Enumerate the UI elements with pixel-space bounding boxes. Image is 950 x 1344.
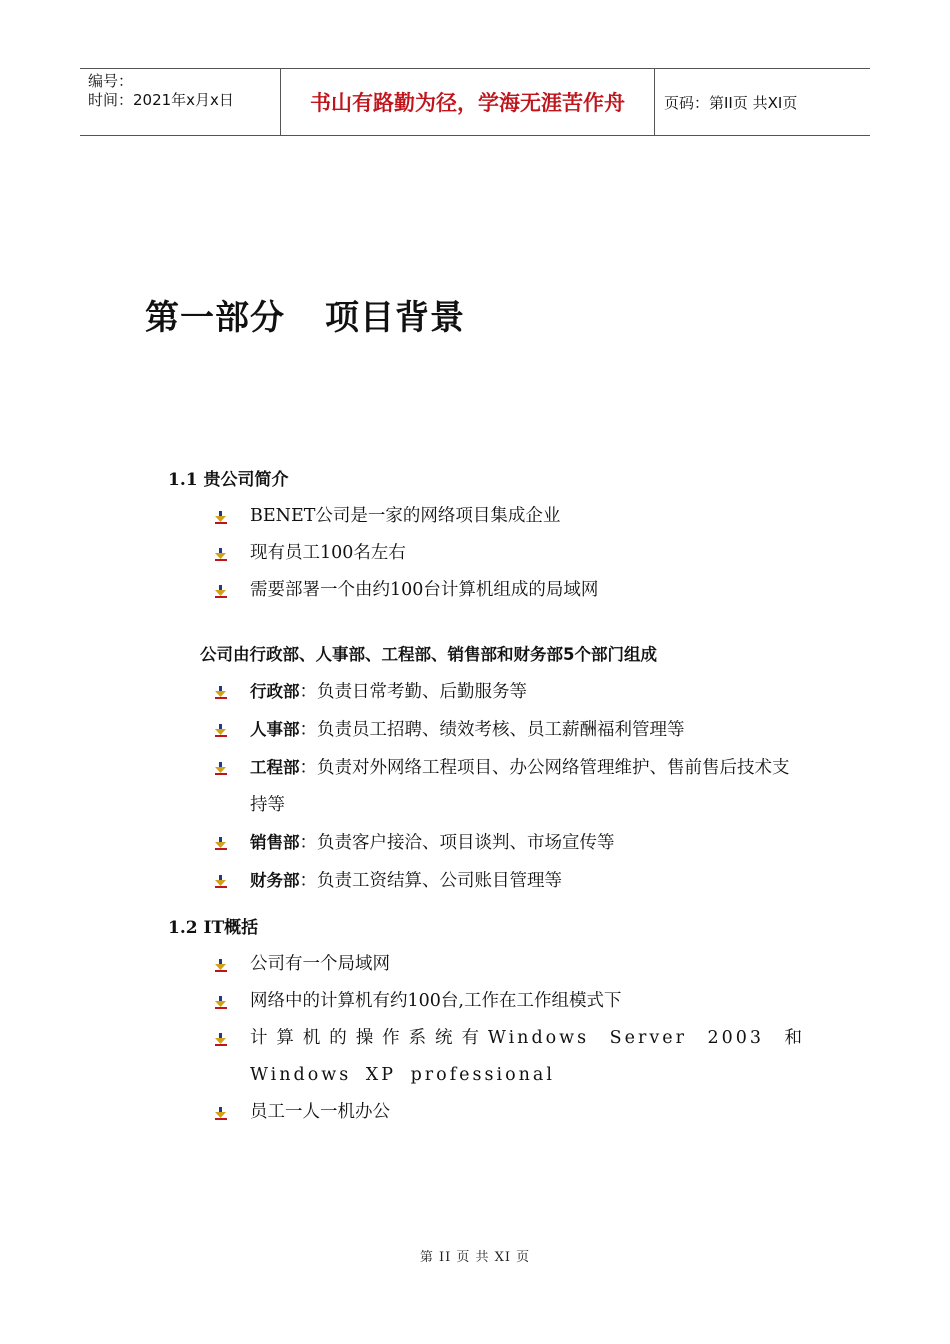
department-name: 销售部 [250,833,300,852]
list-item [0,498,950,535]
arrow-bullet-icon [214,874,228,888]
department-desc: ：负责客户接洽、项目谈判、市场宣传等 [299,833,615,853]
department-name: 工程部 [250,758,300,777]
section-heading-it: 1.2 IT概括 [168,918,259,938]
header-number-label: 编号： [88,72,134,90]
list-item-text: 现有员工100名左右 [250,543,406,563]
header-time-label: 时间：2021年x月x日 [88,91,234,109]
arrow-bullet-icon [214,995,228,1009]
department-desc: ：负责对外网络工程项目、办公网络管理维护、售前售后技术支持等 [250,758,790,815]
department-desc: ：负责工资结算、公司账目管理等 [299,871,562,891]
department-name: 财务部 [250,871,300,890]
arrow-bullet-icon [214,685,228,699]
list-item [0,946,950,983]
list-item-text: BENET公司是一家的网络项目集成企业 [250,506,561,526]
list-item-text: 计算机的操作系统有Windows Server 2003 和Windows XP professional [250,1028,805,1085]
department-name: 人事部 [250,720,300,739]
document-body [0,466,950,1131]
department-item [0,749,950,824]
department-desc: ：负责员工招聘、绩效考核、员工薪酬福利管理等 [299,720,685,740]
page-header [80,68,870,136]
departments-heading: 公司由行政部、人事部、工程部、销售部和财务部5个部门组成 [200,645,657,664]
arrow-bullet-icon [214,723,228,737]
arrow-bullet-icon [214,510,228,524]
arrow-bullet-icon [214,958,228,972]
list-item [0,1020,950,1094]
list-item-text: 网络中的计算机有约100台,工作在工作组模式下 [250,991,622,1011]
part-title [145,290,465,339]
part-name: 项目背景 [325,298,465,338]
list-item [0,983,950,1020]
list-item [0,535,950,572]
page-footer: 第 II 页 共 XI 页 [419,1250,531,1265]
department-item [0,711,950,749]
arrow-bullet-icon [214,1032,228,1046]
list-item [0,572,950,609]
arrow-bullet-icon [214,761,228,775]
list-item-text: 需要部署一个由约100台计算机组成的局域网 [250,580,599,600]
header-left-cell [80,69,281,135]
arrow-bullet-icon [214,584,228,598]
arrow-bullet-icon [214,547,228,561]
list-item-text: 公司有一个局域网 [250,954,390,974]
department-item [0,673,950,711]
department-name: 行政部 [250,682,300,701]
department-item [0,862,950,900]
department-desc: ：负责日常考勤、后勤服务等 [299,682,527,702]
list-item-text: 员工一人一机办公 [250,1102,390,1122]
header-page-label: 页码：第II页 共XI页 [664,93,798,112]
arrow-bullet-icon [214,1106,228,1120]
department-item [0,824,950,862]
part-number: 第一部分 [145,298,285,338]
header-motto: 书山有路勤为径，学海无涯苦作舟 [281,69,655,135]
arrow-bullet-icon [214,836,228,850]
list-item [0,1094,950,1131]
section-heading-company: 1.1 贵公司简介 [168,470,289,490]
